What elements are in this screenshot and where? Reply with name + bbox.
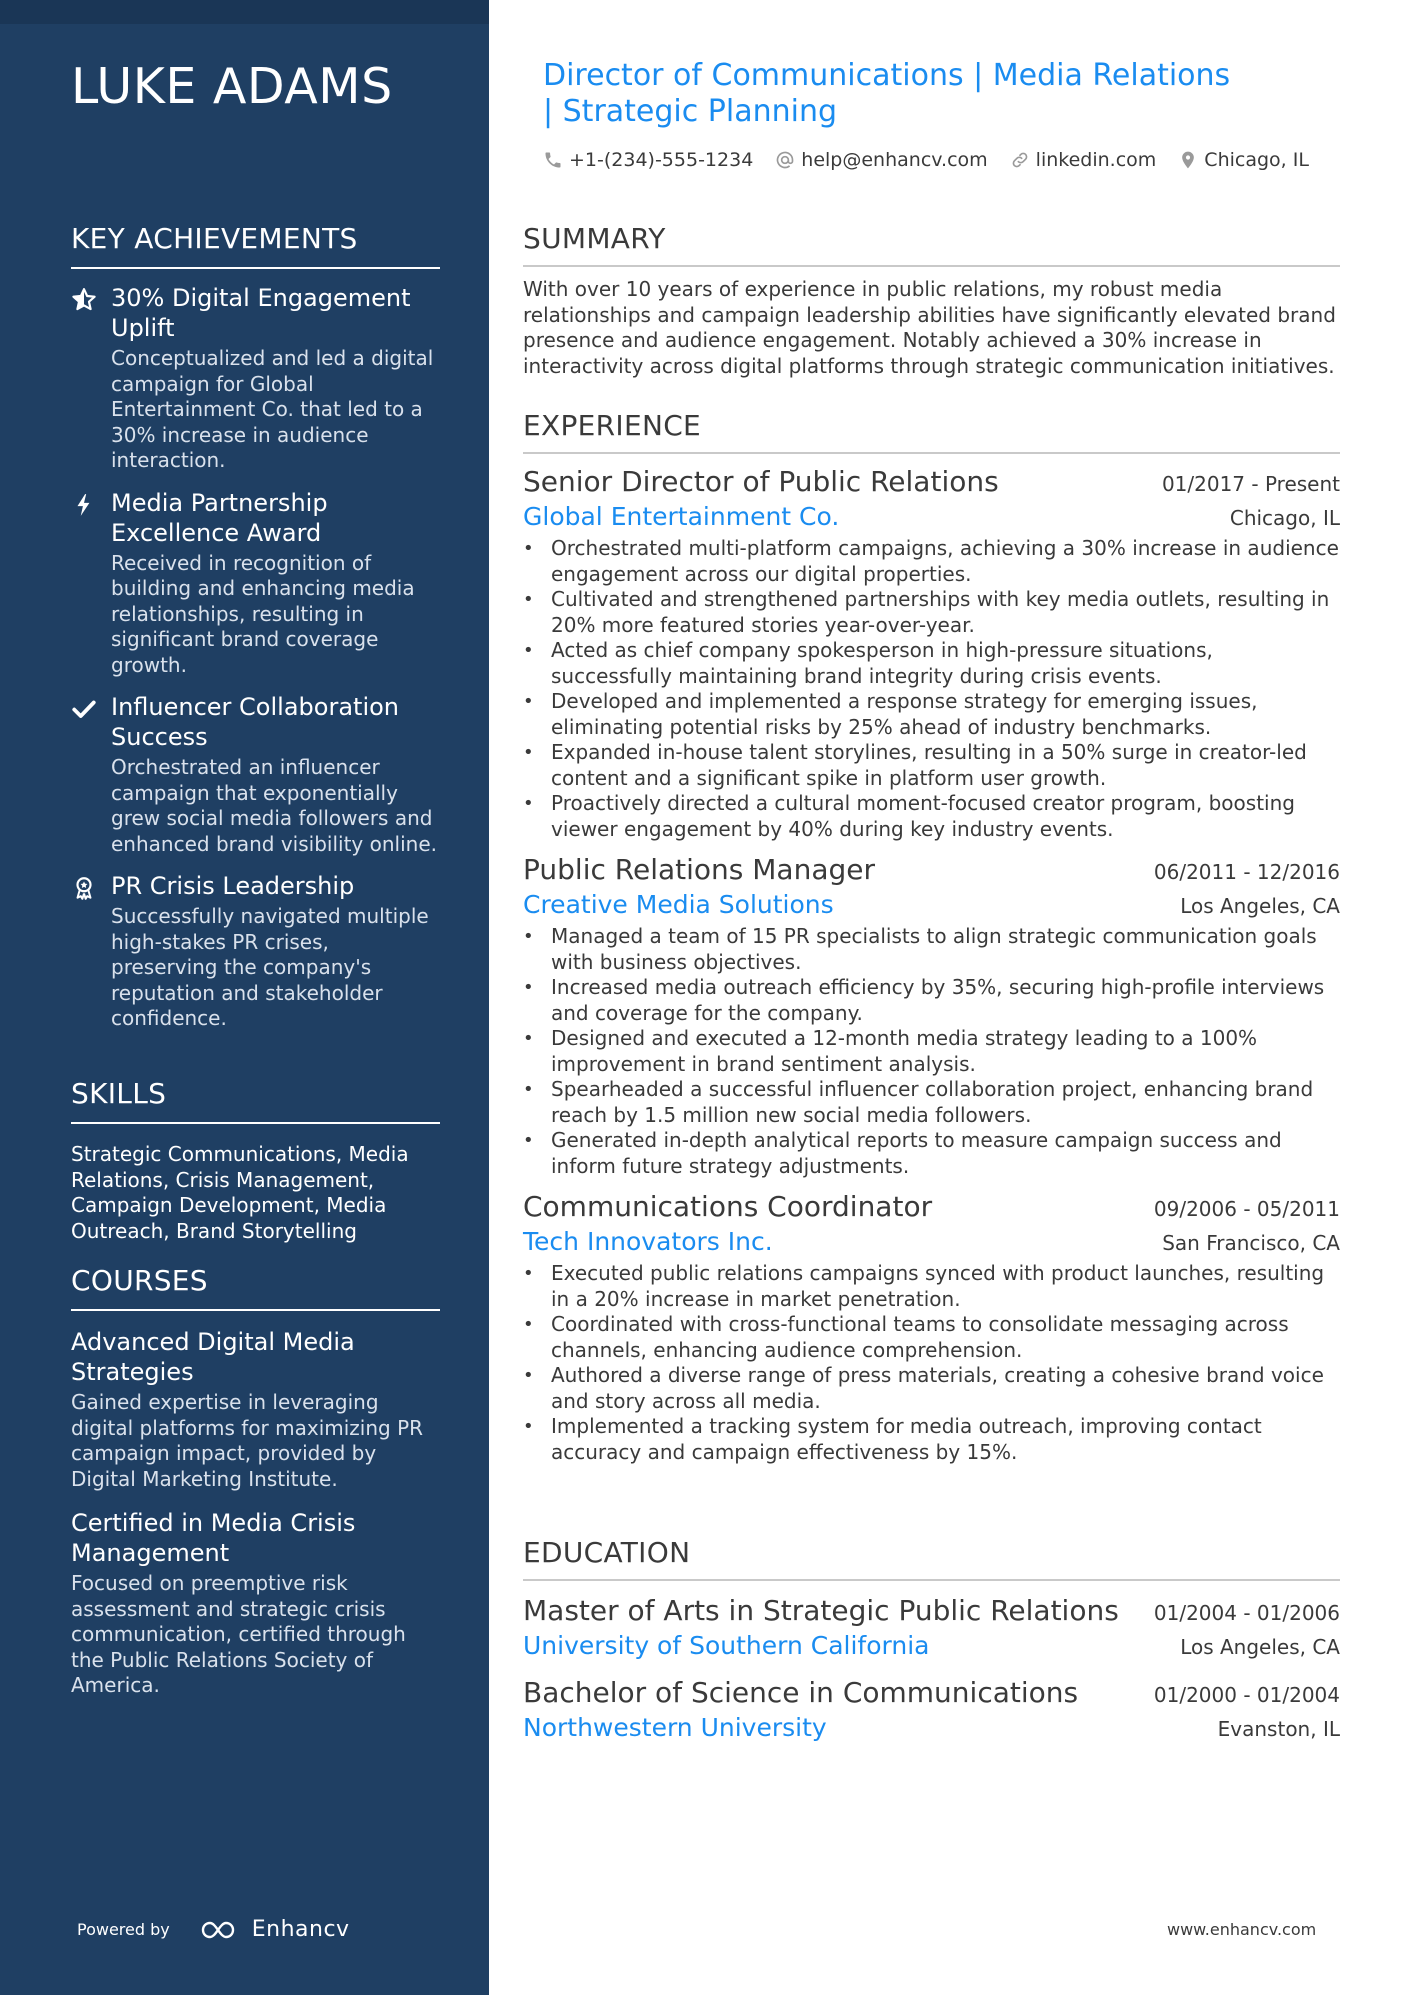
bullet-item: • Proactively directed a cultural moment-focused creator program, boosting viewer engagement by 40% during key industry events.	[523, 791, 1340, 842]
candidate-name: LUKE ADAMS	[71, 58, 393, 115]
achievement-title: Influencer Collaboration Success	[111, 693, 399, 751]
achievement-item	[71, 871, 440, 1032]
degree-title: Bachelor of Science in Communications	[523, 1676, 1079, 1709]
bullet-item: • Spearheaded a successful influencer collaboration project, enhancing brand reach by 1.5 million new social media followers.	[523, 1077, 1340, 1128]
school-name: Northwestern University	[523, 1713, 827, 1742]
job-location: Chicago, IL	[1229, 506, 1340, 530]
courses-heading: COURSES	[71, 1264, 440, 1311]
job-title: Public Relations Manager	[523, 853, 875, 886]
education-heading: EDUCATION	[523, 1536, 1340, 1581]
phone-icon	[543, 150, 563, 170]
bullet-item: • Authored a diverse range of press materials, creating a cohesive brand voice and story across all media.	[523, 1363, 1340, 1414]
brand-name: Enhancv	[251, 1917, 350, 1942]
achievement-description: Orchestrated an influencer campaign that exponentially grew social media followers and enhanced brand visibility online.	[111, 755, 437, 856]
course-item	[71, 1327, 440, 1492]
bullet-item: • Expanded in-house talent storylines, resulting in a 50% surge in creator-led content and a significant spike in platform user growth.	[523, 740, 1340, 791]
bullet-item: • Orchestrated multi-platform campaigns, achieving a 30% increase in audience engagement across our digital properties.	[523, 536, 1340, 587]
phone-text: +1-(234)-555-1234	[569, 149, 754, 171]
job-location: San Francisco, CA	[1162, 1231, 1340, 1255]
bullet-item: • Executed public relations campaigns synced with product launches, resulting in a 20% increase in market penetration.	[523, 1261, 1340, 1312]
location-text: Chicago, IL	[1204, 149, 1309, 171]
course-item	[71, 1508, 440, 1699]
education-entry	[523, 1593, 1340, 1663]
powered-by	[77, 1917, 350, 1942]
experience-section	[523, 409, 1340, 1465]
check-icon	[71, 696, 97, 722]
job-dates: 06/2011 - 12/2016	[1153, 860, 1340, 884]
achievement-title: PR Crisis Leadership	[111, 872, 355, 900]
bullet-item: • Coordinated with cross-functional teams to consolidate messaging across channels, enhancing audience comprehension.	[523, 1312, 1340, 1363]
bullet-item: • Designed and executed a 12-month media strategy leading to a 100% improvement in brand sentiment analysis.	[523, 1026, 1340, 1077]
achievement-description: Received in recognition of building and enhancing media relationships, resulting in significant brand coverage growth.	[111, 550, 415, 677]
company-name: Creative Media Solutions	[523, 890, 834, 919]
job-bullets	[523, 536, 1340, 842]
bullet-item: • Increased media outreach efficiency by 35%, securing high-profile interviews and coverage for the company.	[523, 975, 1340, 1026]
job-dates: 09/2006 - 05/2011	[1153, 1197, 1340, 1221]
job-title: Communications Coordinator	[523, 1190, 933, 1223]
key-achievements-section	[71, 222, 440, 1032]
courses-section	[71, 1264, 440, 1699]
education-entry	[523, 1675, 1340, 1745]
bullet-item: • Generated in-depth analytical reports to measure campaign success and inform future strategy adjustments.	[523, 1128, 1340, 1179]
job-entry	[523, 464, 1340, 842]
course-description: Focused on preemptive risk assessment and strategic crisis communication, certified through the Public Relations Society of America.	[71, 1571, 406, 1697]
email-text: help@enhancv.com	[801, 149, 988, 171]
course-title: Certified in Media Crisis Management	[71, 1509, 356, 1567]
achievement-item	[71, 692, 440, 857]
bullet-item: • Acted as chief company spokesperson in high-pressure situations, successfully maintaining brand integrity during crisis events.	[523, 638, 1340, 689]
bullet-item: • Implemented a tracking system for media outreach, improving contact accuracy and campaign effectiveness by 15%.	[523, 1414, 1340, 1465]
award-ribbon-icon	[71, 875, 97, 901]
link-icon	[1010, 150, 1030, 170]
achievement-item	[71, 283, 440, 474]
bullet-item: • Developed and implemented a response strategy for emerging issues, eliminating potential risks by 25% ahead of industry benchmarks.	[523, 689, 1340, 740]
job-entry	[523, 1189, 1340, 1465]
education-dates: 01/2000 - 01/2004	[1153, 1683, 1340, 1707]
company-name: Global Entertainment Co.	[523, 502, 840, 531]
job-location: Los Angeles, CA	[1180, 894, 1340, 918]
job-entry	[523, 852, 1340, 1179]
summary-heading: SUMMARY	[523, 222, 1340, 267]
achievement-title: 30% Digital Engagement Uplift	[111, 284, 411, 342]
sidebar-top-band	[0, 0, 489, 24]
education-section	[523, 1536, 1340, 1745]
company-name: Tech Innovators Inc.	[523, 1227, 773, 1256]
degree-title: Master of Arts in Strategic Public Relations	[523, 1594, 1119, 1627]
skills-section	[71, 1077, 440, 1244]
contact-location	[1178, 149, 1309, 171]
powered-by-label: Powered by	[77, 1920, 170, 1939]
footer-website-link[interactable]: www.enhancv.com	[1167, 1920, 1317, 1939]
location-pin-icon	[1178, 150, 1198, 170]
contact-linkedin[interactable]	[1010, 149, 1157, 171]
enhancv-logo[interactable]	[198, 1917, 350, 1942]
job-bullets	[523, 924, 1340, 1179]
skills-list: Strategic Communications, Media Relations, Crisis Management, Campaign Development, Media Outreach, Brand Storytelling	[71, 1142, 409, 1243]
bullet-item: • Managed a team of 15 PR specialists to align strategic communication goals with business objectives.	[523, 924, 1340, 975]
summary-section	[523, 222, 1340, 379]
key-achievements-heading: KEY ACHIEVEMENTS	[71, 222, 440, 269]
lightning-icon	[71, 492, 97, 518]
star-half-icon	[71, 287, 97, 313]
sidebar	[0, 0, 489, 1995]
skills-heading: SKILLS	[71, 1077, 440, 1124]
bullet-item: • Cultivated and strengthened partnerships with key media outlets, resulting in 20% more featured stories year-over-year.	[523, 587, 1340, 638]
job-dates: 01/2017 - Present	[1161, 472, 1340, 496]
linkedin-text: linkedin.com	[1035, 149, 1157, 171]
headline: Director of Communications | Media Relations | Strategic Planning	[543, 58, 1231, 129]
achievement-item	[71, 488, 440, 679]
contact-phone[interactable]	[543, 149, 753, 171]
achievement-title: Media Partnership Excellence Award	[111, 488, 328, 547]
school-name: University of Southern California	[523, 1631, 930, 1660]
course-title: Advanced Digital Media Strategies	[71, 1328, 355, 1386]
contact-bar	[543, 149, 1331, 171]
achievement-description: Conceptualized and led a digital campaign for Global Entertainment Co. that led to a 30% increase in audience interaction.	[111, 346, 434, 472]
education-dates: 01/2004 - 01/2006	[1153, 1601, 1340, 1625]
contact-email[interactable]	[775, 149, 987, 171]
job-bullets	[523, 1261, 1340, 1465]
school-location: Los Angeles, CA	[1180, 1635, 1340, 1659]
experience-heading: EXPERIENCE	[523, 409, 1340, 454]
summary-text: With over 10 years of experience in public relations, my robust media relationships and campaign leadership abilities have significantly elevated brand presence and audience engagement. Notably achieved a 30% increase in interactivity across digital platforms through strategic communication initiatives.	[523, 277, 1336, 378]
infinity-logo-icon	[198, 1918, 244, 1942]
course-description: Gained expertise in leveraging digital platforms for maximizing PR campaign impact, provided by Digital Marketing Institute.	[71, 1390, 424, 1491]
at-icon	[775, 150, 795, 170]
job-title: Senior Director of Public Relations	[523, 465, 999, 498]
school-location: Evanston, IL	[1217, 1717, 1340, 1741]
achievement-description: Successfully navigated multiple high-stakes PR crises, preserving the company's reputation and stakeholder confidence.	[111, 904, 429, 1030]
